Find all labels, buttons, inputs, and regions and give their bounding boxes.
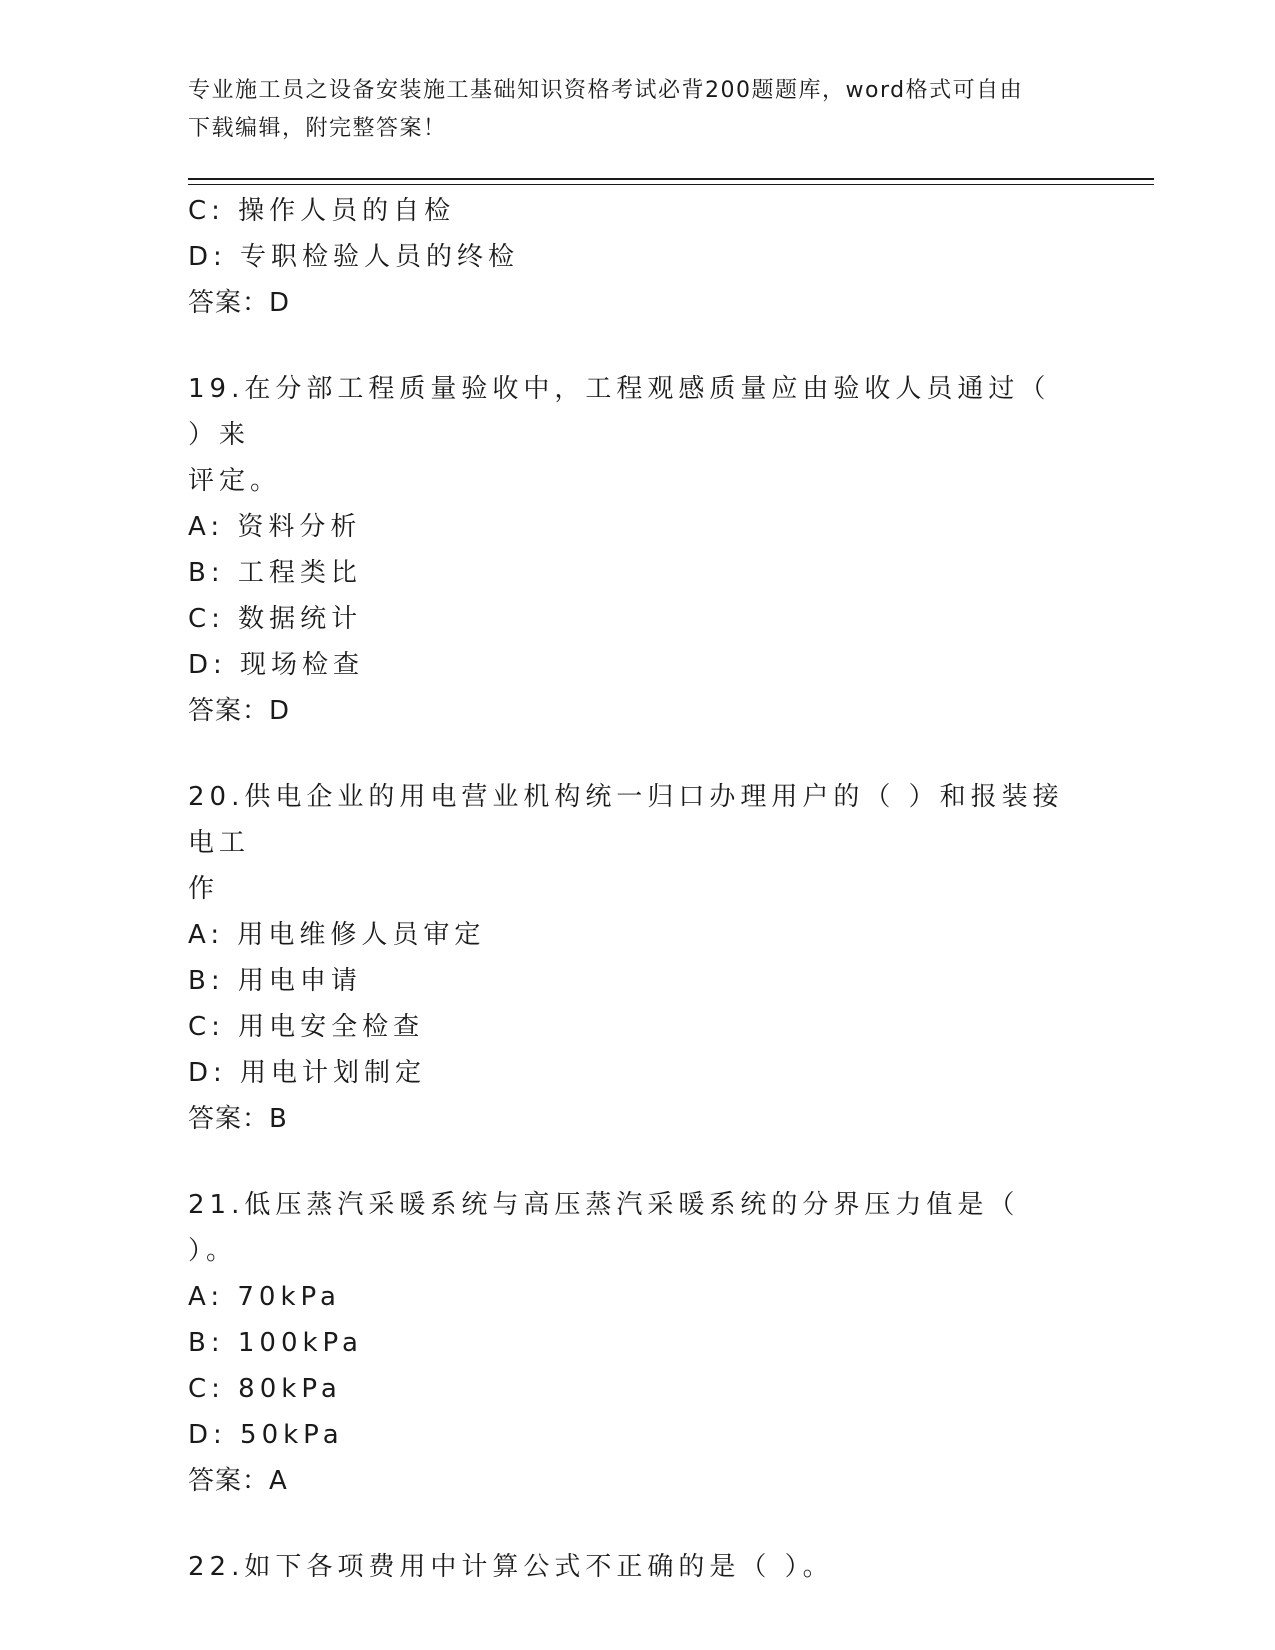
option-b: B: 工程类比 <box>188 558 362 588</box>
question-stem: 22.如下各项费用中计算公式不正确的是（ ）。 <box>188 1552 834 1582</box>
option-d: D: 用电计划制定 <box>188 1058 427 1088</box>
option-b: B: 用电申请 <box>188 966 362 996</box>
header-divider-thick <box>188 178 1154 180</box>
document-header <box>188 72 1068 148</box>
header-divider-thin <box>188 184 1154 185</box>
header-title-line-1: 专业施工员之设备安装施工基础知识资格考试必背200题题库，word格式可自由 <box>188 78 1024 103</box>
option-d: D: 专职检验人员的终检 <box>188 242 520 272</box>
question-stem: 19.在分部工程质量验收中，工程观感质量应由验收人员通过（ ）来 <box>188 374 1064 450</box>
question-19 <box>188 366 1068 734</box>
answer-line: 答案：D <box>188 288 291 318</box>
question-stem: 21.低压蒸汽采暖系统与高压蒸汽采暖系统的分界压力值是（ ）。 <box>188 1190 1033 1266</box>
question-22 <box>188 1544 1068 1590</box>
document-content <box>188 188 1068 1590</box>
option-d: D: 现场检查 <box>188 650 365 680</box>
question-21 <box>188 1182 1068 1504</box>
answer-line: 答案：D <box>188 696 291 726</box>
option-c: C: 80kPa <box>188 1374 342 1404</box>
question-stem-continued: 作 <box>188 874 220 904</box>
question-20 <box>188 774 1068 1142</box>
answer-line: 答案：B <box>188 1104 288 1134</box>
answer-line: 答案：A <box>188 1466 288 1496</box>
option-c: C: 操作人员的自检 <box>188 196 456 226</box>
question-stem-continued: 评定。 <box>188 466 282 496</box>
option-c: C: 数据统计 <box>188 604 363 634</box>
option-c: C: 用电安全检查 <box>188 1012 425 1042</box>
option-d: D: 50kPa <box>188 1420 344 1450</box>
option-a: A: 资料分析 <box>188 512 362 542</box>
header-title-line-2: 下载编辑，附完整答案！ <box>188 116 447 141</box>
option-a: A: 70kPa <box>188 1282 341 1312</box>
question-stem: 20.供电企业的用电营业机构统一归口办理用户的（ ）和报装接电工 <box>188 782 1064 858</box>
carryover-question <box>188 188 1068 326</box>
option-a: A: 用电维修人员审定 <box>188 920 486 950</box>
option-b: B: 100kPa <box>188 1328 363 1358</box>
